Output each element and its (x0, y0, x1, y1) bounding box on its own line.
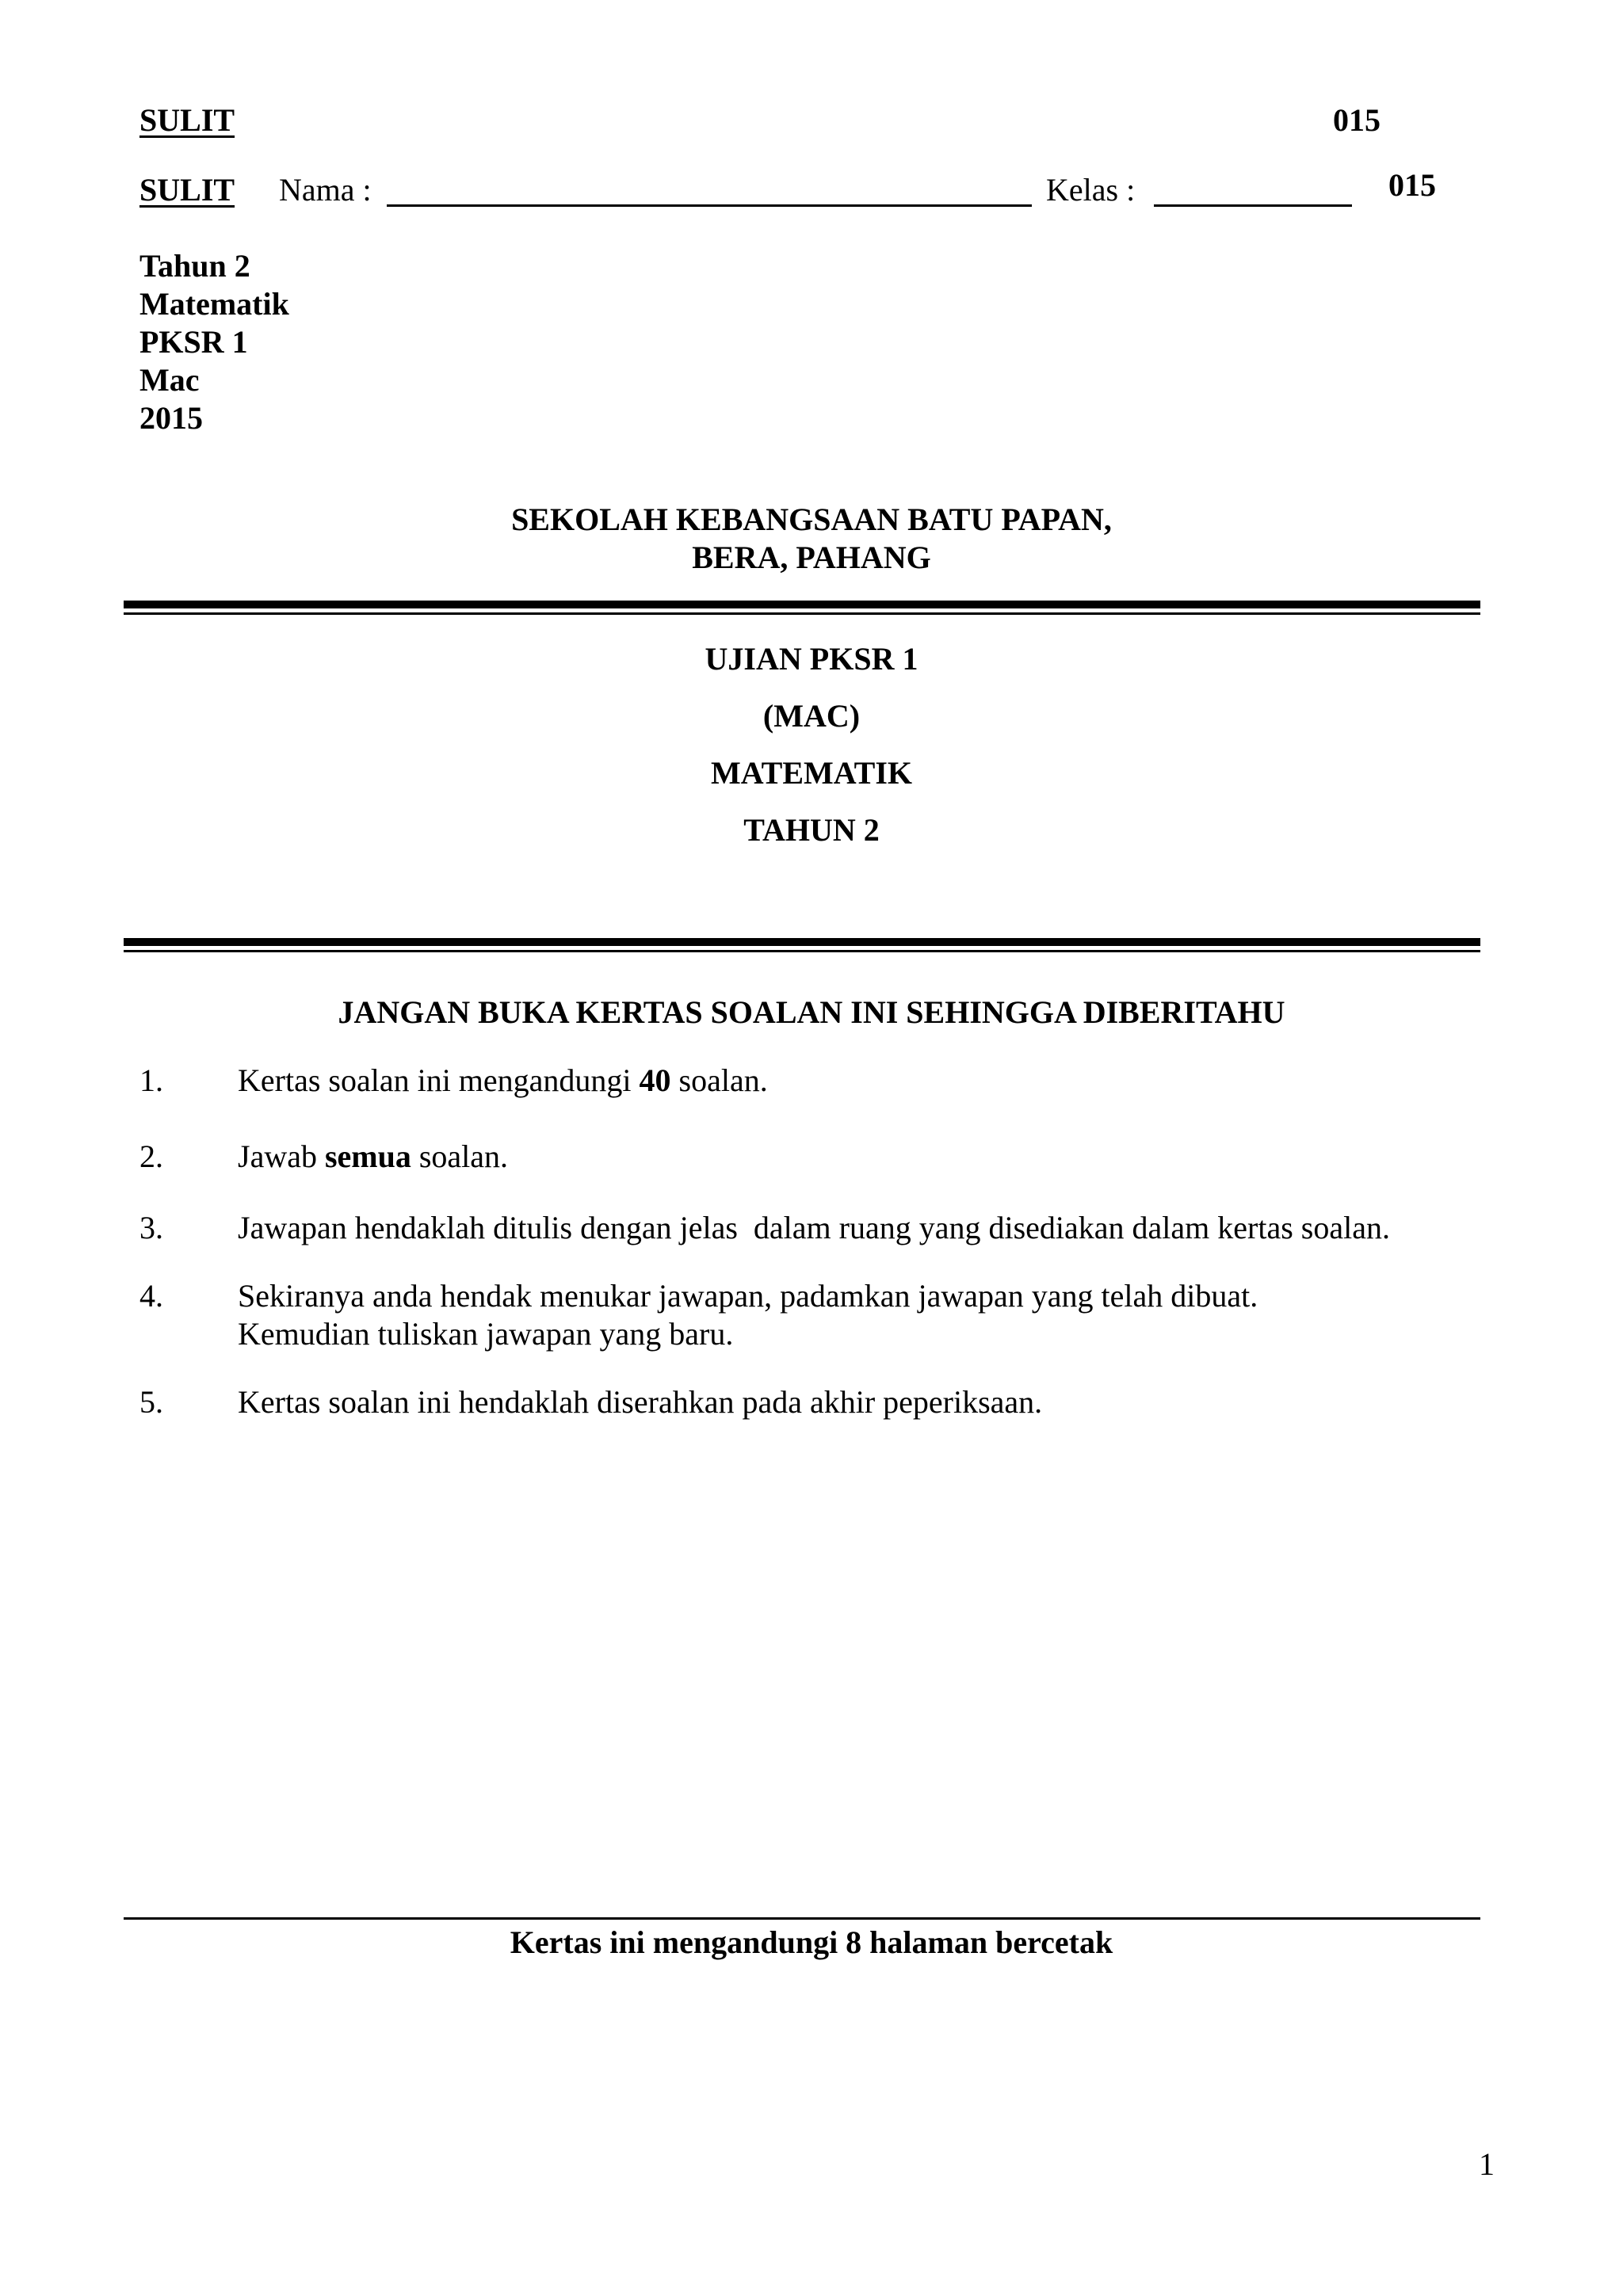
school-name-line1: SEKOLAH KEBANGSAAN BATU PAPAN, (511, 502, 1112, 537)
nama-blank-line[interactable] (387, 204, 1032, 207)
exam-subject: MATEMATIK (710, 755, 913, 791)
instruction-number: 2. (139, 1138, 163, 1174)
warning-heading: JANGAN BUKA KERTAS SOALAN INI SEHINGGA DIBERITAHU (338, 994, 1285, 1030)
instruction-text: Jawapan hendaklah ditulis dengan jelas dalam ruang yang disediakan dalam kertas soalan. (238, 1210, 1390, 1245)
paper-code-second: 015 (1388, 167, 1436, 203)
instruction-number: 5. (139, 1384, 163, 1420)
divider-top-thick (124, 601, 1480, 608)
instruction-text-continued: Kemudian tuliskan jawapan yang baru. (238, 1316, 734, 1352)
exam-year-level: TAHUN 2 (743, 812, 880, 848)
kelas-label: Kelas : (1046, 172, 1136, 208)
exam-title: UJIAN PKSR 1 (705, 641, 918, 677)
footer-divider (124, 1917, 1480, 1920)
meta-year-level: Tahun 2 (139, 248, 250, 284)
sulit-label-second: SULIT (139, 172, 235, 208)
instruction-text: Kertas soalan ini mengandungi 40 soalan. (238, 1062, 768, 1098)
instruction-number: 4. (139, 1278, 163, 1314)
instruction-number: 3. (139, 1210, 163, 1245)
kelas-blank-line[interactable] (1154, 204, 1352, 207)
page-count-note: Kertas ini mengandungi 8 halaman bercetak (510, 1924, 1113, 1960)
meta-subject: Matematik (139, 286, 289, 322)
divider-top-thin (124, 612, 1480, 615)
instruction-number: 1. (139, 1062, 163, 1098)
paper-code-top: 015 (1333, 102, 1381, 138)
instruction-text: Sekiranya anda hendak menukar jawapan, padamkan jawapan yang telah dibuat. (238, 1278, 1258, 1314)
paper-meta (139, 247, 289, 437)
divider-bottom-thick (124, 938, 1480, 946)
sulit-label-top: SULIT (139, 102, 235, 138)
meta-exam: PKSR 1 (139, 324, 248, 360)
page-number: 1 (1479, 2146, 1495, 2182)
nama-label: Nama : (279, 172, 372, 208)
school-name-line2: BERA, PAHANG (692, 540, 931, 575)
divider-bottom-thin (124, 950, 1480, 952)
meta-month: Mac (139, 362, 200, 398)
exam-month: (MAC) (762, 698, 861, 734)
instruction-text: Jawab semua soalan. (238, 1138, 509, 1174)
instruction-text: Kertas soalan ini hendaklah diserahkan pada akhir peperiksaan. (238, 1384, 1043, 1420)
meta-year: 2015 (139, 400, 203, 436)
